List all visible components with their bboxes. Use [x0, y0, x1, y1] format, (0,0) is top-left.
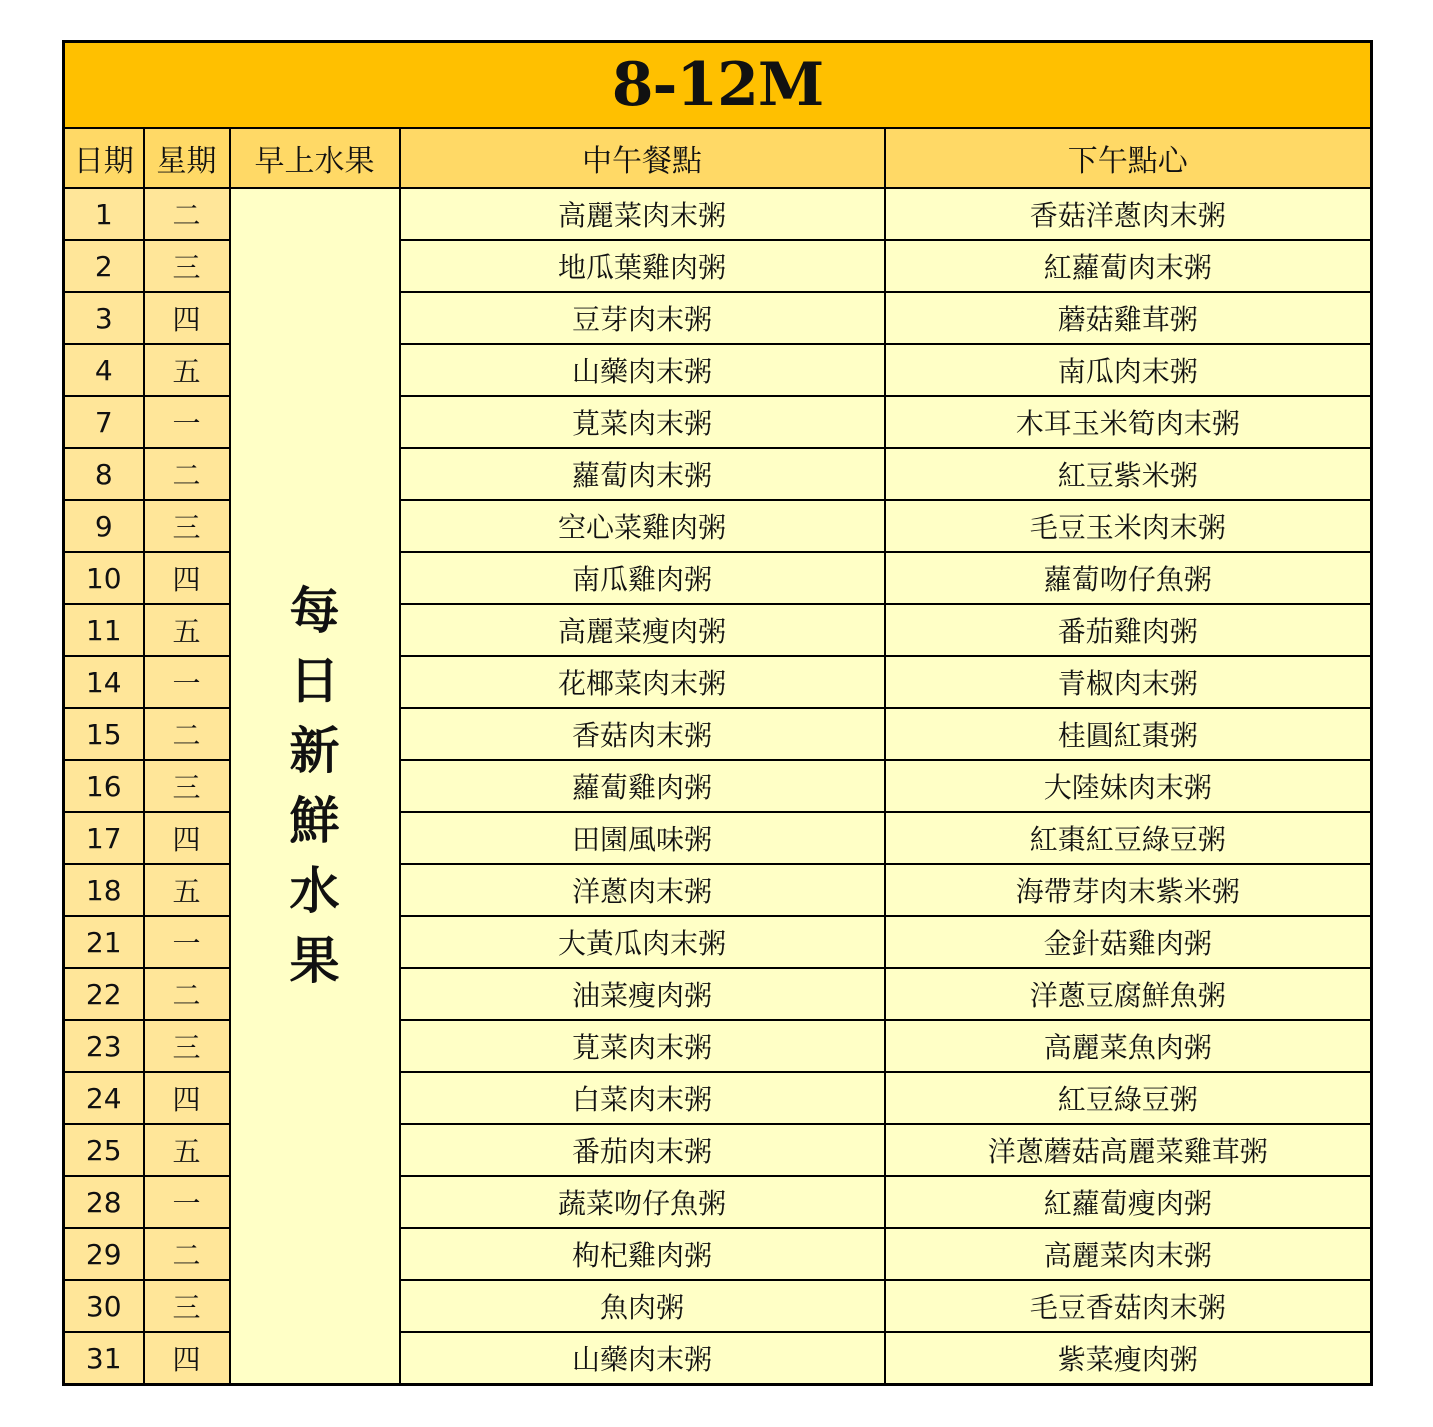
lunch-cell: 大黃瓜肉末粥: [400, 916, 885, 968]
lunch-cell: 白菜肉末粥: [400, 1072, 885, 1124]
snack-cell: 木耳玉米筍肉末粥: [885, 396, 1372, 448]
weekday-cell: 二: [144, 448, 230, 500]
lunch-cell: 山藥肉末粥: [400, 1332, 885, 1385]
menu-title: 8-12M: [64, 42, 1372, 129]
table-row: [64, 188, 1372, 240]
snack-cell: 香菇洋蔥肉末粥: [885, 188, 1372, 240]
snack-cell: 海帶芽肉末紫米粥: [885, 864, 1372, 916]
date-cell: 18: [64, 864, 144, 916]
header-morning: 早上水果: [230, 128, 400, 188]
date-cell: 2: [64, 240, 144, 292]
snack-cell: 高麗菜肉末粥: [885, 1228, 1372, 1280]
snack-cell: 紅豆紫米粥: [885, 448, 1372, 500]
weekday-cell: 三: [144, 1280, 230, 1332]
header-row: [64, 128, 1372, 188]
date-cell: 11: [64, 604, 144, 656]
snack-cell: 番茄雞肉粥: [885, 604, 1372, 656]
snack-cell: 毛豆香菇肉末粥: [885, 1280, 1372, 1332]
weekday-cell: 四: [144, 1072, 230, 1124]
snack-cell: 青椒肉末粥: [885, 656, 1372, 708]
snack-cell: 洋蔥蘑菇高麗菜雞茸粥: [885, 1124, 1372, 1176]
date-cell: 1: [64, 188, 144, 240]
lunch-cell: 洋蔥肉末粥: [400, 864, 885, 916]
weekday-cell: 二: [144, 708, 230, 760]
snack-cell: 紅棗紅豆綠豆粥: [885, 812, 1372, 864]
weekday-cell: 三: [144, 1020, 230, 1072]
header-lunch: 中午餐點: [400, 128, 885, 188]
date-cell: 29: [64, 1228, 144, 1280]
lunch-cell: 魚肉粥: [400, 1280, 885, 1332]
lunch-cell: 油菜瘦肉粥: [400, 968, 885, 1020]
snack-cell: 紫菜瘦肉粥: [885, 1332, 1372, 1385]
snack-cell: 大陸妹肉末粥: [885, 760, 1372, 812]
lunch-cell: 番茄肉末粥: [400, 1124, 885, 1176]
date-cell: 15: [64, 708, 144, 760]
snack-cell: 紅豆綠豆粥: [885, 1072, 1372, 1124]
lunch-cell: 蔬菜吻仔魚粥: [400, 1176, 885, 1228]
date-cell: 24: [64, 1072, 144, 1124]
lunch-cell: 豆芽肉末粥: [400, 292, 885, 344]
lunch-cell: 花椰菜肉末粥: [400, 656, 885, 708]
weekday-cell: 一: [144, 396, 230, 448]
weekday-cell: 五: [144, 604, 230, 656]
weekday-cell: 三: [144, 500, 230, 552]
date-cell: 17: [64, 812, 144, 864]
header-snack: 下午點心: [885, 128, 1372, 188]
snack-cell: 桂圓紅棗粥: [885, 708, 1372, 760]
snack-cell: 金針菇雞肉粥: [885, 916, 1372, 968]
weekday-cell: 四: [144, 552, 230, 604]
weekday-cell: 一: [144, 1176, 230, 1228]
snack-cell: 高麗菜魚肉粥: [885, 1020, 1372, 1072]
menu-body: [64, 188, 1372, 1385]
date-cell: 30: [64, 1280, 144, 1332]
snack-cell: 紅蘿蔔瘦肉粥: [885, 1176, 1372, 1228]
weekday-cell: 一: [144, 656, 230, 708]
morning-fruit-cell: [230, 188, 400, 1385]
lunch-cell: 高麗菜瘦肉粥: [400, 604, 885, 656]
weekday-cell: 二: [144, 188, 230, 240]
lunch-cell: 香菇肉末粥: [400, 708, 885, 760]
weekday-cell: 四: [144, 292, 230, 344]
weekday-cell: 五: [144, 344, 230, 396]
date-cell: 9: [64, 500, 144, 552]
date-cell: 25: [64, 1124, 144, 1176]
lunch-cell: 地瓜葉雞肉粥: [400, 240, 885, 292]
date-cell: 4: [64, 344, 144, 396]
header-weekday: 星期: [144, 128, 230, 188]
date-cell: 21: [64, 916, 144, 968]
lunch-cell: 蘿蔔肉末粥: [400, 448, 885, 500]
date-cell: 31: [64, 1332, 144, 1385]
lunch-cell: 田園風味粥: [400, 812, 885, 864]
title-row: [64, 42, 1372, 129]
date-cell: 3: [64, 292, 144, 344]
lunch-cell: 南瓜雞肉粥: [400, 552, 885, 604]
date-cell: 10: [64, 552, 144, 604]
header-date: 日期: [64, 128, 144, 188]
snack-cell: 蘿蔔吻仔魚粥: [885, 552, 1372, 604]
lunch-cell: 莧菜肉末粥: [400, 1020, 885, 1072]
snack-cell: 紅蘿蔔肉末粥: [885, 240, 1372, 292]
date-cell: 28: [64, 1176, 144, 1228]
weekday-cell: 三: [144, 760, 230, 812]
snack-cell: 南瓜肉末粥: [885, 344, 1372, 396]
date-cell: 8: [64, 448, 144, 500]
lunch-cell: 空心菜雞肉粥: [400, 500, 885, 552]
weekday-cell: 一: [144, 916, 230, 968]
lunch-cell: 莧菜肉末粥: [400, 396, 885, 448]
weekday-cell: 五: [144, 1124, 230, 1176]
weekday-cell: 三: [144, 240, 230, 292]
menu-table: [62, 40, 1373, 1386]
lunch-cell: 蘿蔔雞肉粥: [400, 760, 885, 812]
weekday-cell: 五: [144, 864, 230, 916]
weekday-cell: 四: [144, 1332, 230, 1385]
date-cell: 16: [64, 760, 144, 812]
lunch-cell: 枸杞雞肉粥: [400, 1228, 885, 1280]
date-cell: 22: [64, 968, 144, 1020]
weekday-cell: 二: [144, 968, 230, 1020]
lunch-cell: 高麗菜肉末粥: [400, 188, 885, 240]
morning-fruit-text: 每日新鮮水果: [289, 582, 340, 990]
snack-cell: 蘑菇雞茸粥: [885, 292, 1372, 344]
weekday-cell: 二: [144, 1228, 230, 1280]
date-cell: 23: [64, 1020, 144, 1072]
snack-cell: 毛豆玉米肉末粥: [885, 500, 1372, 552]
date-cell: 7: [64, 396, 144, 448]
snack-cell: 洋蔥豆腐鮮魚粥: [885, 968, 1372, 1020]
lunch-cell: 山藥肉末粥: [400, 344, 885, 396]
date-cell: 14: [64, 656, 144, 708]
weekday-cell: 四: [144, 812, 230, 864]
